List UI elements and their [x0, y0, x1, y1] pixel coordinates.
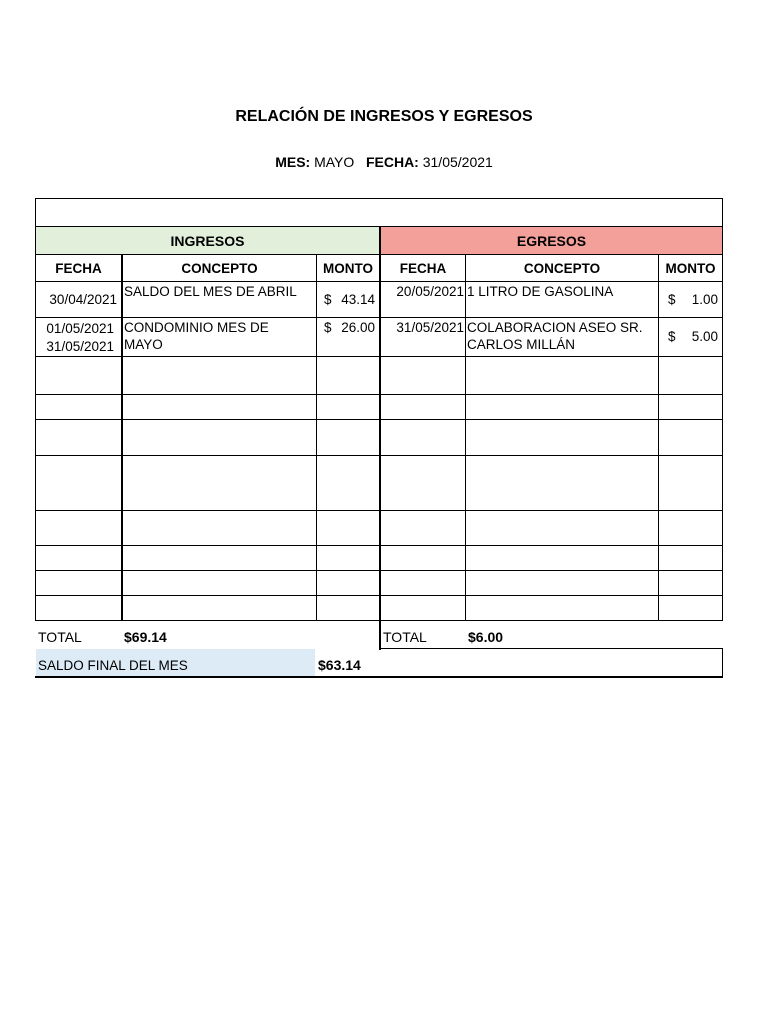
col-line — [658, 254, 659, 621]
frame-right — [722, 198, 723, 621]
summary-top — [380, 648, 723, 649]
egresos-row2-concepto-2: CARLOS MILLÁN — [467, 337, 576, 352]
egresos-row1-concepto: 1 LITRO DE GASOLINA — [467, 284, 614, 299]
egresos-total-value: $6.00 — [468, 629, 504, 645]
summary-right — [722, 648, 723, 676]
ingresos-row1-fecha: 30/04/2021 — [49, 292, 117, 307]
ingresos-row2-concepto-1: CONDOMINIO MES DE — [124, 320, 269, 335]
ingresos-heading: INGRESOS — [170, 233, 245, 249]
egresos-total-label: TOTAL — [383, 629, 427, 645]
egresos-col-concepto: CONCEPTO — [523, 261, 601, 276]
egresos-row2-fecha: 31/05/2021 — [396, 320, 464, 335]
ingresos-row1-monto-symbol: $ — [324, 292, 332, 307]
egresos-col-monto: MONTO — [665, 261, 716, 276]
egresos-row1-monto-symbol: $ — [668, 292, 676, 307]
frame-top — [35, 198, 723, 199]
egresos-row1-fecha: 20/05/2021 — [396, 284, 464, 299]
egresos-row2-monto-symbol: $ — [668, 329, 676, 344]
egresos-col-fecha: FECHA — [399, 261, 447, 276]
ingresos-row1-concepto: SALDO DEL MES DE ABRIL — [124, 284, 297, 299]
mes-label: MES: — [275, 154, 311, 170]
ingresos-col-fecha: FECHA — [55, 261, 102, 276]
subtitle — [0, 154, 768, 170]
ingresos-total-value: $69.14 — [124, 629, 167, 645]
ingresos-row2-monto: 26.00 — [341, 320, 375, 335]
ingresos-col-monto: MONTO — [323, 261, 373, 276]
ingresos-row1-monto: 43.14 — [341, 292, 375, 307]
col-line — [316, 254, 317, 621]
egresos-row1-monto: 1.00 — [691, 292, 718, 307]
ingresos-col-concepto: CONCEPTO — [181, 261, 258, 276]
ingresos-row2-fecha-1: 01/05/2021 — [46, 321, 114, 336]
fecha-value: 31/05/2021 — [422, 154, 493, 170]
egresos-heading: EGRESOS — [516, 233, 587, 249]
col-line — [121, 254, 123, 621]
mes-value: MAYO — [314, 154, 355, 170]
saldo-value: $63.14 — [318, 657, 361, 673]
summary-bottom — [35, 676, 723, 678]
page-title: RELACIÓN DE INGRESOS Y EGRESOS — [235, 108, 533, 125]
egresos-row2-monto: 5.00 — [691, 329, 718, 344]
ingresos-total-label: TOTAL — [38, 629, 82, 645]
ingresos-row2-monto-symbol: $ — [324, 320, 332, 335]
fecha-label: FECHA: — [365, 154, 419, 170]
saldo-label: SALDO FINAL DEL MES — [38, 658, 188, 673]
ingresos-row2-concepto-2: MAYO — [124, 337, 163, 352]
col-line — [465, 254, 466, 621]
ingresos-row2-fecha-2: 31/05/2021 — [46, 339, 114, 354]
egresos-row2-concepto-1: COLABORACION ASEO SR. — [467, 320, 643, 335]
